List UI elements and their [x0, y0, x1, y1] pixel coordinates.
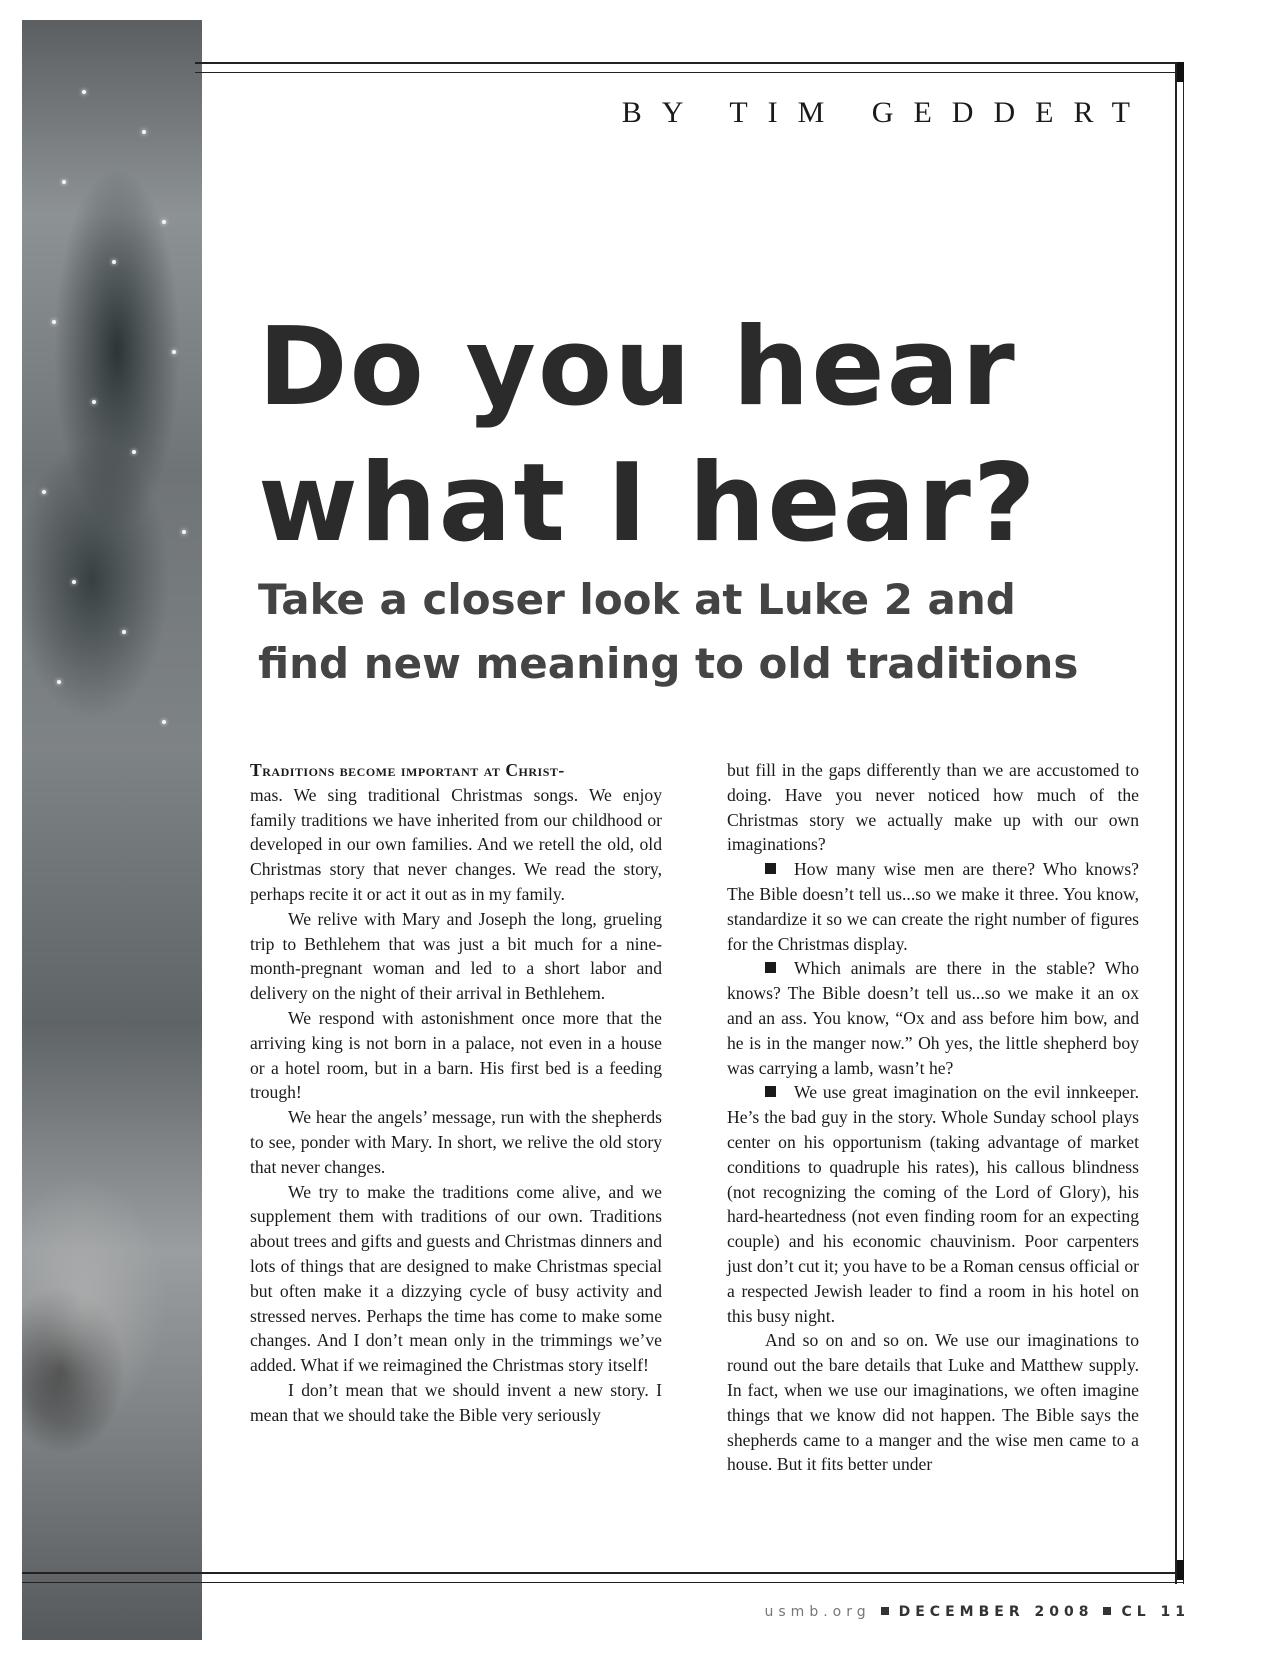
article-headline: [258, 300, 1138, 572]
frame-bottom-rule-outer: [22, 1582, 1184, 1583]
page-footer: [765, 1604, 1190, 1620]
subhead-line-1: Take a closer look at Luke 2 and: [258, 575, 1016, 624]
footer-issue: DECEMBER 2008: [898, 1604, 1094, 1620]
bullet-item: [727, 1080, 1139, 1328]
bullet-text: How many wise men are there? Who knows? The Bible doesn’t tell us...so we make it three. You know, standardize it so we can create the right number of figures for the Christmas display.: [727, 859, 1139, 954]
frame-top-rule-inner: [195, 72, 1175, 73]
paragraph-text: mas. We sing traditional Christmas songs. We enjoy family traditions we have inherited from our childhood or developed in our own families. And we retell the old, old Christmas story that never changes. We read the story, perhaps recite it or act it out as in my family.: [250, 784, 662, 904]
frame-corner-block-bottom: [1177, 1560, 1184, 1580]
bullet-item: [727, 857, 1139, 956]
subhead-line-2: find new meaning to old traditions: [258, 639, 1079, 688]
frame-bottom-rule: [22, 1572, 1184, 1574]
footer-site: usmb.org: [764, 1604, 871, 1620]
frame-right-rule: [1175, 62, 1177, 1584]
lead-in: Traditions become important at Christ-: [250, 760, 565, 780]
bullet-text: Which animals are there in the stable? Who knows? The Bible doesn’t tell us...so we make it an ox and an ass. You know, “Ox and ass before him bow, and he is in the manger now.” Oh yes, the little shepherd boy was carrying a lamb, wasn’t he?: [727, 958, 1139, 1078]
byline: BY TIM GEDDERT: [621, 96, 1150, 129]
headline-line-1: Do you hear: [258, 305, 1017, 430]
bullet-item: [727, 956, 1139, 1080]
article-subhead: [258, 568, 1158, 696]
square-bullet-icon: [765, 863, 776, 874]
footer-page-number: CL 11: [1121, 1604, 1190, 1620]
frame-top-rule: [195, 62, 1183, 64]
headline-line-2: what I hear?: [258, 441, 1038, 566]
square-bullet-icon: [765, 1086, 776, 1097]
paragraph: I don’t mean that we should invent a new story. I mean that we should take the Bible very seriously: [250, 1379, 662, 1425]
paragraph: [250, 758, 662, 907]
paragraph: We relive with Mary and Joseph the long, grueling trip to Bethlehem that was just a bit much for a nine-month-pregnant woman and led to a short labor and delivery on the night of their arrival in Bethlehem.: [250, 908, 662, 1004]
square-separator-icon: [1103, 1607, 1111, 1615]
square-separator-icon: [881, 1607, 889, 1615]
bullet-text: We use great imagination on the evil innkeeper. He’s the bad guy in the story. Whole Sunday school plays center on his opportunism (taking advantage of market conditions to quadruple his rates), his callous blindness (not recognizing the coming of the Lord of Glory), his hard-heartedness (not even finding room for an expecting couple) and his economic chauvinism. Poor carpenters just don’t cut it; you have to be a Roman census official or a respected Jewish leader to find a room in his hotel on this busy night.: [727, 1082, 1139, 1326]
frame-corner-block-top: [1177, 62, 1184, 82]
paragraph: We try to make the traditions come alive, and we supplement them with traditions of our own. Traditions about trees and gifts and guests and Christmas dinners and lots of things that are designed to make Christmas special but often make it a dizzying cycle of busy activity and stressed nerves. Perhaps the time has come to make some changes. And I don’t mean only in the trimmings we’ve added. What if we reimagined the Christmas story itself!: [250, 1181, 662, 1376]
paragraph: And so on and so on. We use our imaginations to round out the bare details that Luke and Matthew supply. In fact, when we use our imaginations, we often imagine things that we know did not happen. The Bible says the shepherds came to a manger and the wise men came to a house. But it fits better under: [727, 1330, 1139, 1475]
frame-right-rule-outer: [1183, 62, 1184, 1584]
paragraph: We respond with astonishment once more that the arriving king is not born in a palace, not even in a house or a hotel room, but in a barn. His first bed is a feeding trough!: [250, 1007, 662, 1103]
paragraph: We hear the angels’ message, run with the shepherds to see, ponder with Mary. In short, we relive the old story that never changes.: [250, 1107, 662, 1177]
square-bullet-icon: [765, 962, 776, 973]
paragraph: but fill in the gaps differently than we are accustomed to doing. Have you never noticed how much of the Christmas story we actually make up with our own imaginations?: [727, 760, 1139, 855]
body-column-left: [250, 758, 662, 1428]
christmas-tree-photo: [22, 20, 202, 1640]
body-column-right: [727, 758, 1139, 1477]
